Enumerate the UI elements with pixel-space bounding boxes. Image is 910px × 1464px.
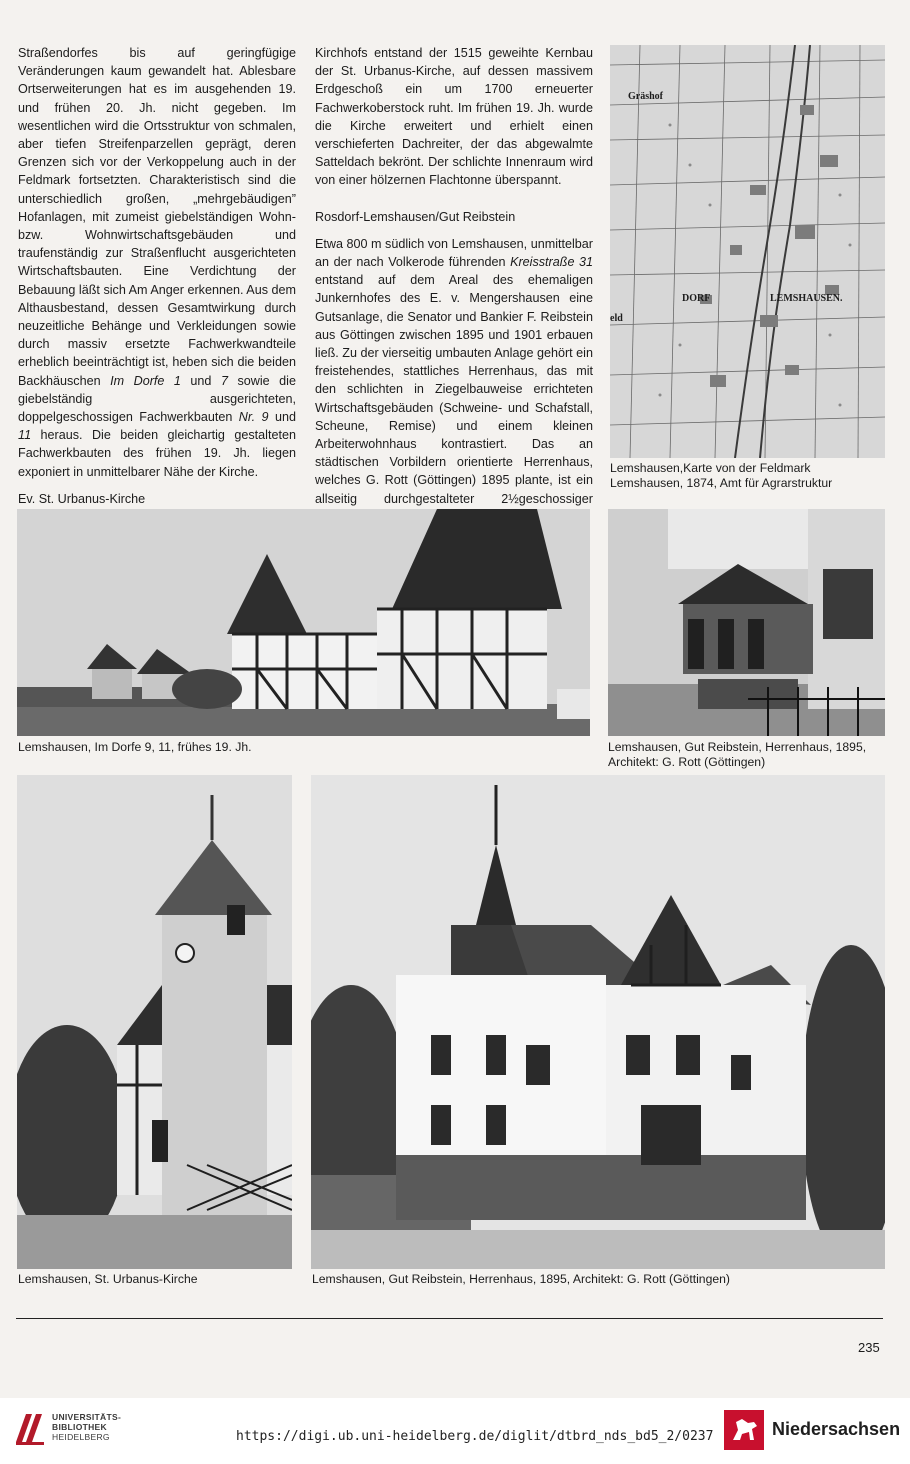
column2-paragraph-1: Kirchhofs entstand der 1515 geweihte Kernbau der St. Urbanus-Kirche, auf dessen massivem Erdgeschoß ein um 1700 erneuerter Fachwerkoberstock ruht. Im frühen 19. Jh. wurde die Kirche erweitert und erhielt einen verschieferten Dachreiter, der das abgewalmte Satteldach bekrönt. Der schlichte Innenraum wird von einer hölzernen Flachtonne überspannt. xyxy=(315,46,593,188)
photo-herrenhaus-porch-caption xyxy=(608,740,898,769)
photo-urbanus-kirche-caption: Lemshausen, St. Urbanus-Kirche xyxy=(18,1272,198,1286)
photo-herrenhaus-large xyxy=(311,775,885,1269)
ub-line-3: HEIDELBERG xyxy=(52,1432,110,1442)
italic-run: 11 xyxy=(18,428,32,443)
text-run: entstand auf dem Areal des ehemaligen Junkernhofes des E. v. Mengershausen eine Gutsanlage, die Senator und Bankier F. Reibstein aus Göttingen zwischen 1895 und 1901 erbauen ließ. Zu der vierseitig umbauten Anlage gehört ein freistehendes, stattliches Herrenhaus, das mit den schlichten in Ziegelbauweise errichteten Wirtschaftsgebäuden (Schweine- und Schafstall, Scheune, Remise) und einem kleinen Arbeiterwohnhaus kontrastiert. Das an städtischen Vorbildern orientierte Herrenhaus, welches G. Rott (Göttingen) 1895 plante, ist ein allseitig durchgestalteter 2½geschossiger xyxy=(315,273,593,506)
ub-heidelberg-logo-icon xyxy=(10,1408,50,1448)
photo-urbanus-kirche xyxy=(17,775,292,1269)
text-run: sowie die giebelständig ausgerichteten, doppelgeschossigen Fachwerkbauten xyxy=(18,373,296,425)
text-run: heraus. Die beiden gleichartig gestalteten Fachwerkbauten des frühen 19. Jh. liegen exponiert in unmittelbarer Nähe der Kirche. xyxy=(18,428,296,479)
italic-run: 7 xyxy=(220,373,228,388)
map-label-lemshausen: LEMSHAUSEN. xyxy=(770,293,843,304)
page-bottom-rule xyxy=(16,1318,883,1319)
photo-im-dorfe-caption: Lemshausen, Im Dorfe 9, 11, frühes 19. Jh. xyxy=(18,740,252,754)
gut-reibstein-heading: Rosdorf-Lemshausen/Gut Reibstein xyxy=(315,209,516,224)
text-column-2 xyxy=(315,44,593,526)
map-caption-line-1: Lemshausen,Karte von der Feldmark xyxy=(610,461,811,475)
text-run: und xyxy=(180,373,221,388)
digitization-footer xyxy=(0,1398,910,1464)
text-run: und xyxy=(268,410,297,425)
map-feldmark-lemshausen xyxy=(610,45,885,458)
church-heading: Ev. St. Urbanus-Kirche xyxy=(18,491,146,506)
map-label-grashof: Gräshof xyxy=(628,91,663,102)
permalink-url[interactable]: https://digi.ub.uni-heidelberg.de/diglit/dtbrd_nds_bd5_2/0237 xyxy=(236,1429,714,1444)
text-run: Etwa 800 m südlich von Lemshausen, unmittelbar an der nach Volkerode führenden xyxy=(315,236,593,270)
column2-paragraph-2 xyxy=(315,235,593,526)
text-run: Straßendorfes bis auf geringfügige Veränderungen kaum gewandelt hat. Ablesbare Ortserweiterungen hat es im ausgehenden 19. und frühen 20. Jh. nicht gegeben. Im wesentlichen wird die Ortsstruktur von schmalen, aber tiefen Streifenparzellen geprägt, deren Grenzen sich vor der Verkoppelung auch in der Feldmark fortsetzten. Charakteristisch sind die unterschiedlich großen, „mehrgebäudigen” Hofanlagen, mit zumeist giebelständigen Wohn- bzw. Wohnwirtschaftsgebäuden und traufenständig zur Straßenflucht ausgerichteten Wirtschaftsbauten. Eine Verdichtung der Bebauung läßt sich Am Anger erkennen. Aus dem Althausbestand, dessen Gesamtwirkung durch neuzeitliche Behänge und Verkleidungen sowie durch massiv ersetzte Fachwerkwandteile erheblich beeinträchtigt ist, heben sich die beiden Backhäuschen xyxy=(18,46,296,388)
photo-im-dorfe xyxy=(17,509,590,736)
map-caption-line-2: Lemshausen, 1874, Amt für Agrarstruktur xyxy=(610,475,833,490)
column1-paragraph-1 xyxy=(18,44,296,481)
italic-run: Im Dorfe 1 xyxy=(110,373,181,388)
ub-heidelberg-name xyxy=(52,1412,121,1442)
niedersachsen-label: Niedersachsen xyxy=(772,1419,901,1439)
photo2-caption-line-1: Lemshausen, Gut Reibstein, Herrenhaus, 1895, xyxy=(608,740,867,754)
photo2-caption-line-2: Architekt: G. Rott (Göttingen) xyxy=(608,754,766,769)
map-caption xyxy=(610,461,890,490)
photo-herrenhaus-large-caption: Lemshausen, Gut Reibstein, Herrenhaus, 1895, Architekt: G. Rott (Göttingen) xyxy=(312,1272,730,1286)
page-number: 235 xyxy=(858,1340,880,1355)
italic-run: Nr. 9 xyxy=(238,410,269,425)
niedersachsen-horse-icon xyxy=(724,1410,764,1450)
italic-run: Kreisstraße 31 xyxy=(510,255,594,270)
ub-line-2: BIBLIOTHEK xyxy=(52,1422,107,1432)
map-label-eld: eld xyxy=(610,313,623,324)
map-label-dorf: DORF xyxy=(682,293,711,304)
ub-line-1: UNIVERSITÄTS- xyxy=(52,1412,122,1422)
text-column-1 xyxy=(18,44,296,526)
photo-herrenhaus-porch xyxy=(608,509,885,736)
